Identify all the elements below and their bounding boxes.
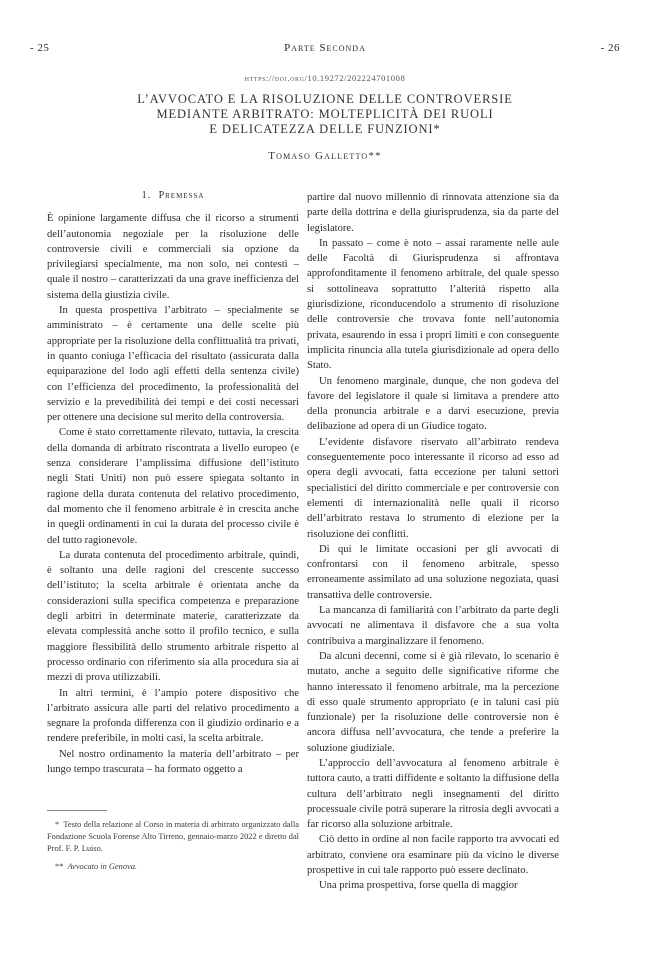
title-line: L’AVVOCATO E LA RISOLUZIONE DELLE CONTROVERSIE (137, 92, 513, 106)
paragraph: L’evidente disfavore riservato all’arbitrato rendeva conseguentemente poco interessante il ricorso ad esso ad opera degli avvocati, fatta eccezione per taluni settori specialistici del diritto commerciale e per controversie con elementi di internazionalità nelle quali il ricorso dell’arbitrato restava lo strumento di elezione per la risoluzione dei conflitti. (307, 436, 559, 540)
right-column (307, 190, 559, 894)
paragraph: Come è stato correttamente rilevato, tuttavia, la crescita della domanda di arbitrato riscontrata a livello europeo (e senza considerare l’amplissima diffusione dell’istituto negli Stati Uniti) non può essere spiegata soltanto in ragione della durata contenuta del relativo procedimento, dal momento che il fenomeno arbitrale è in crescita anche in quegli ordinamenti in cui la durata del processo civile è del tutto ragionevole. (47, 427, 299, 546)
section-label: Premessa (158, 190, 205, 201)
section-number: 1. (141, 190, 152, 201)
paragraph: La durata contenuta del procedimento arbitrale, quindi, è soltanto una delle ragioni del crescente successo dell’istituto; la scelta arbitrale è orientata anche da considerazioni sulla specifica competenza e preparazione degli arbitri in determinate materie, caratterizzate da elevata complessità anche sotto il profilo tecnico, e sulla maggiore flessibilità dello strumento arbitrale rispetto al processo ordinario con riferimento sia alla procedura sia ai mezzi di prova utilizzabili. (47, 549, 299, 684)
page-number-right: - 26 (600, 42, 620, 54)
footnote (47, 861, 299, 873)
footnote-mark: ** (55, 862, 64, 871)
footnote (47, 819, 299, 855)
paragraph: Una prima prospettiva, forse quella di maggior (319, 880, 518, 892)
doi-link[interactable]: https://doi.org/10.19272/202224701008 (244, 73, 406, 83)
title-line: MEDIANTE ARBITRATO: MOLTEPLICITÀ DEI RUOLI (156, 107, 494, 121)
footnote-mark: * (55, 820, 60, 829)
page-number-left: - 25 (30, 42, 50, 54)
running-head (30, 42, 620, 58)
footnotes (47, 810, 299, 879)
left-column (47, 188, 299, 777)
footnote-divider (47, 810, 107, 811)
paragraph: L’approccio dell’avvocatura al fenomeno arbitrale è tuttora cauto, a tratti diffidente e soltanto la diffusione della cultura dell’arbitrato negli insegnamenti del diritto processuale civile potrà superare la ritrosia degli avvocati a far ricorso alla soluzione arbitrale. (307, 757, 560, 831)
paragraph: In altri termini, è l’ampio potere dispositivo che l’arbitrato assicura alle parti del relativo procedimento a segnare la profonda differenza con il giudizio ordinario e a rendere preferibile, in molti casi, la scelta arbitrale. (47, 687, 299, 745)
footnote-text: Avvocato in Genova. (67, 862, 138, 871)
paragraph: Di qui le limitate occasioni per gli avvocati di confrontarsi con il fenomeno arbitrale, spesso erroneamente assimilato ad una soluzione negoziata, quasi transattiva delle controversie. (307, 543, 559, 601)
paragraph: In questa prospettiva l’arbitrato – specialmente se amministrato – è certamente una delle scelte più appropriate per la risoluzione della conflittualità tra privati, in quanto coniuga l’efficacia del risultato (assicurata dalla equiparazione del lodo agli effetti della sentenza civile) con l’efficienza del procedimento, la professionalità del servizio e la prevedibilità dei tempi e dei costi necessari per ottenere una decisione sul merito della controversia. (47, 305, 299, 424)
paragraph: partire dal nuovo millennio di rinnovata attenzione sia da parte della dottrina e della giurisprudenza, sia da parte del legislatore. (307, 192, 559, 234)
running-section-title: Parte Seconda (284, 42, 366, 54)
footnote-text: Testo della relazione al Corso in materia di arbitrato organizzato dalla Fondazione Scuola Forense Alto Tirreno, gennaio-marzo 2022 e diretto dal Prof. F. P. Luiso. (47, 820, 299, 853)
paragraph: È opinione largamente diffusa che il ricorso a strumenti dell’autonomia negoziale per la risoluzione delle controversie civili e commerciali sia opzione da privilegiarsi specialmente, ma non solo, nei contesti – quale il nostro – caratterizzati da una grave inefficienza del sistema della giustizia civile. (47, 213, 299, 301)
paragraph: Ciò detto in ordine al non facile rapporto tra avvocati ed arbitrato, conviene ora esaminare più da vicino le diverse prospettive in cui tale rapporto può essere declinato. (307, 834, 559, 877)
paragraph: La mancanza di familiarità con l’arbitrato da parte degli avvocati ne alimentava il disfavore che a sua volta contribuiva a marginalizzare il fenomeno. (307, 605, 559, 647)
article-title (60, 92, 590, 137)
section-heading (47, 188, 299, 203)
title-line: E DELICATEZZA DELLE FUNZIONI* (209, 122, 441, 136)
paragraph: Un fenomeno marginale, dunque, che non godeva del favore del legislatore il quale si limitava a prendere atto della pronuncia arbitrale e a darvi esecuzione, previa delibazione ad opera di un Giudice togato. (307, 375, 559, 433)
author-name: Tomaso Galletto** (268, 150, 382, 162)
paragraph: Nel nostro ordinamento la materia dell’arbitrato – per lungo tempo trascurata – ha formato oggetto a (47, 748, 299, 775)
paragraph: Da alcuni decenni, come si è già rilevato, lo scenario è mutato, anche a seguito delle significative riforme che hanno interessato il fenomeno arbitrale, ma la percezione di esso quale strumento appropriato (e in taluni casi più funzionale) per la risoluzione delle controversie non è ancora diffusa nell’avvocatura, che tende a preferire la soluzione giudiziale. (307, 650, 559, 754)
paragraph: In passato – come è noto – assai raramente nelle aule delle Facoltà di Giurisprudenza si affrontava approfonditamente il fenomeno arbitrale, del quale spesso si sottolineava soprattutto l’alterità rispetto alla giurisdizione, riconducendolo a strumento di risoluzione delle controversie che trovava fonte nell’autonomia privata, esaurendo in essa i propri limiti e con conseguente implicita rinuncia alla tutela giurisdizionale ad opera dello Stato. (307, 237, 559, 372)
